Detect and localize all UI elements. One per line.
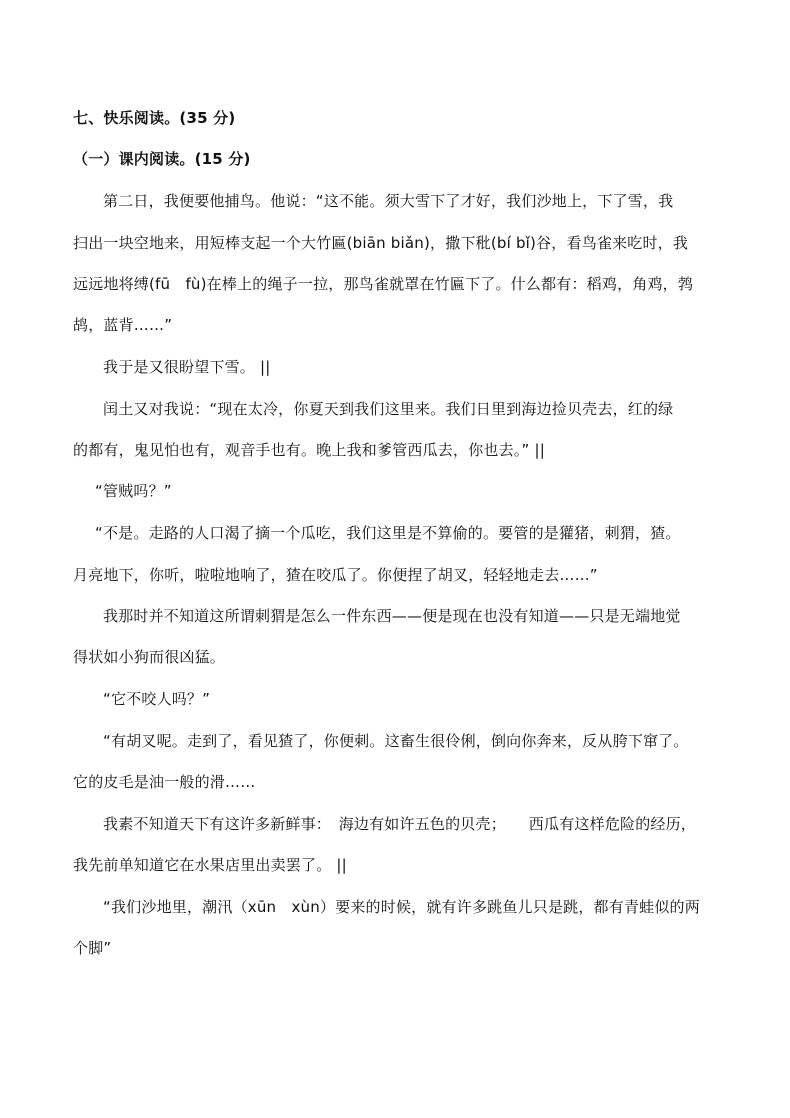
paragraph-line: 月亮地下，你听，啦啦地响了，猹在咬瓜了。你便捏了胡叉，轻轻地走去……” xyxy=(73,566,598,584)
paragraph-line: “不是。走路的人口渴了摘一个瓜吃，我们这里是不算偷的。要管的是獾猪，刺猬，猹。 xyxy=(95,524,681,542)
paragraph-line: 我于是又很盼望下雪。 || xyxy=(103,358,271,376)
paragraph-line: 第二日，我便要他捕鸟。他说：“这不能。须大雪下了才好，我们沙地上，下了雪，我 xyxy=(103,192,674,210)
paragraph-line: 远远地将缚(fū fù)在棒上的绳子一拉，那鸟雀就罩在竹匾下了。什么都有：稻鸡，角鸡，鹁 xyxy=(73,275,694,293)
paragraph-line: “它不咬人吗？” xyxy=(103,690,211,708)
paragraph-line: 我先前单知道它在水果店里出卖罢了。 || xyxy=(73,856,347,874)
paragraph-line: “有胡叉呢。走到了，看见猹了，你便刺。这畜生很伶俐，倒向你奔来，反从胯下窜了。 xyxy=(103,732,689,750)
paragraph-line: 它的皮毛是油一般的滑…… xyxy=(73,773,256,791)
paragraph-line: 扫出一块空地来，用短棒支起一个大竹匾(biān biǎn)，撒下秕(bí bǐ)谷，看鸟雀来吃时，我 xyxy=(73,234,689,252)
paragraph-line: 得状如小狗而很凶猛。 xyxy=(73,648,226,666)
section-title: 七、快乐阅读。(35 分) xyxy=(73,109,236,127)
paragraph-line: “我们沙地里，潮汛（xūn xùn）要来的时候，就有许多跳鱼儿只是跳，都有青蛙似的两 xyxy=(103,898,700,916)
paragraph-line: 闰土又对我说：“现在太冷，你夏天到我们这里来。我们日里到海边捡贝壳去，红的绿 xyxy=(103,400,674,418)
paragraph-line: “管贼吗？” xyxy=(95,482,172,500)
subsection-title: （一）课内阅读。(15 分) xyxy=(73,150,251,168)
paragraph-line: 个脚” xyxy=(73,939,112,957)
paragraph-line: 鸪，蓝背……” xyxy=(73,316,173,334)
paragraph-line: 我那时并不知道这所谓刺猬是怎么一件东西——便是现在也没有知道——只是无端地觉 xyxy=(103,607,681,625)
paragraph-line: 的都有，鬼见怕也有，观音手也有。晚上我和爹管西瓜去，你也去。” || xyxy=(73,441,545,459)
paragraph-line: 我素不知道天下有这许多新鲜事： 海边有如许五色的贝壳； 西瓜有这样危险的经历， xyxy=(103,815,697,833)
